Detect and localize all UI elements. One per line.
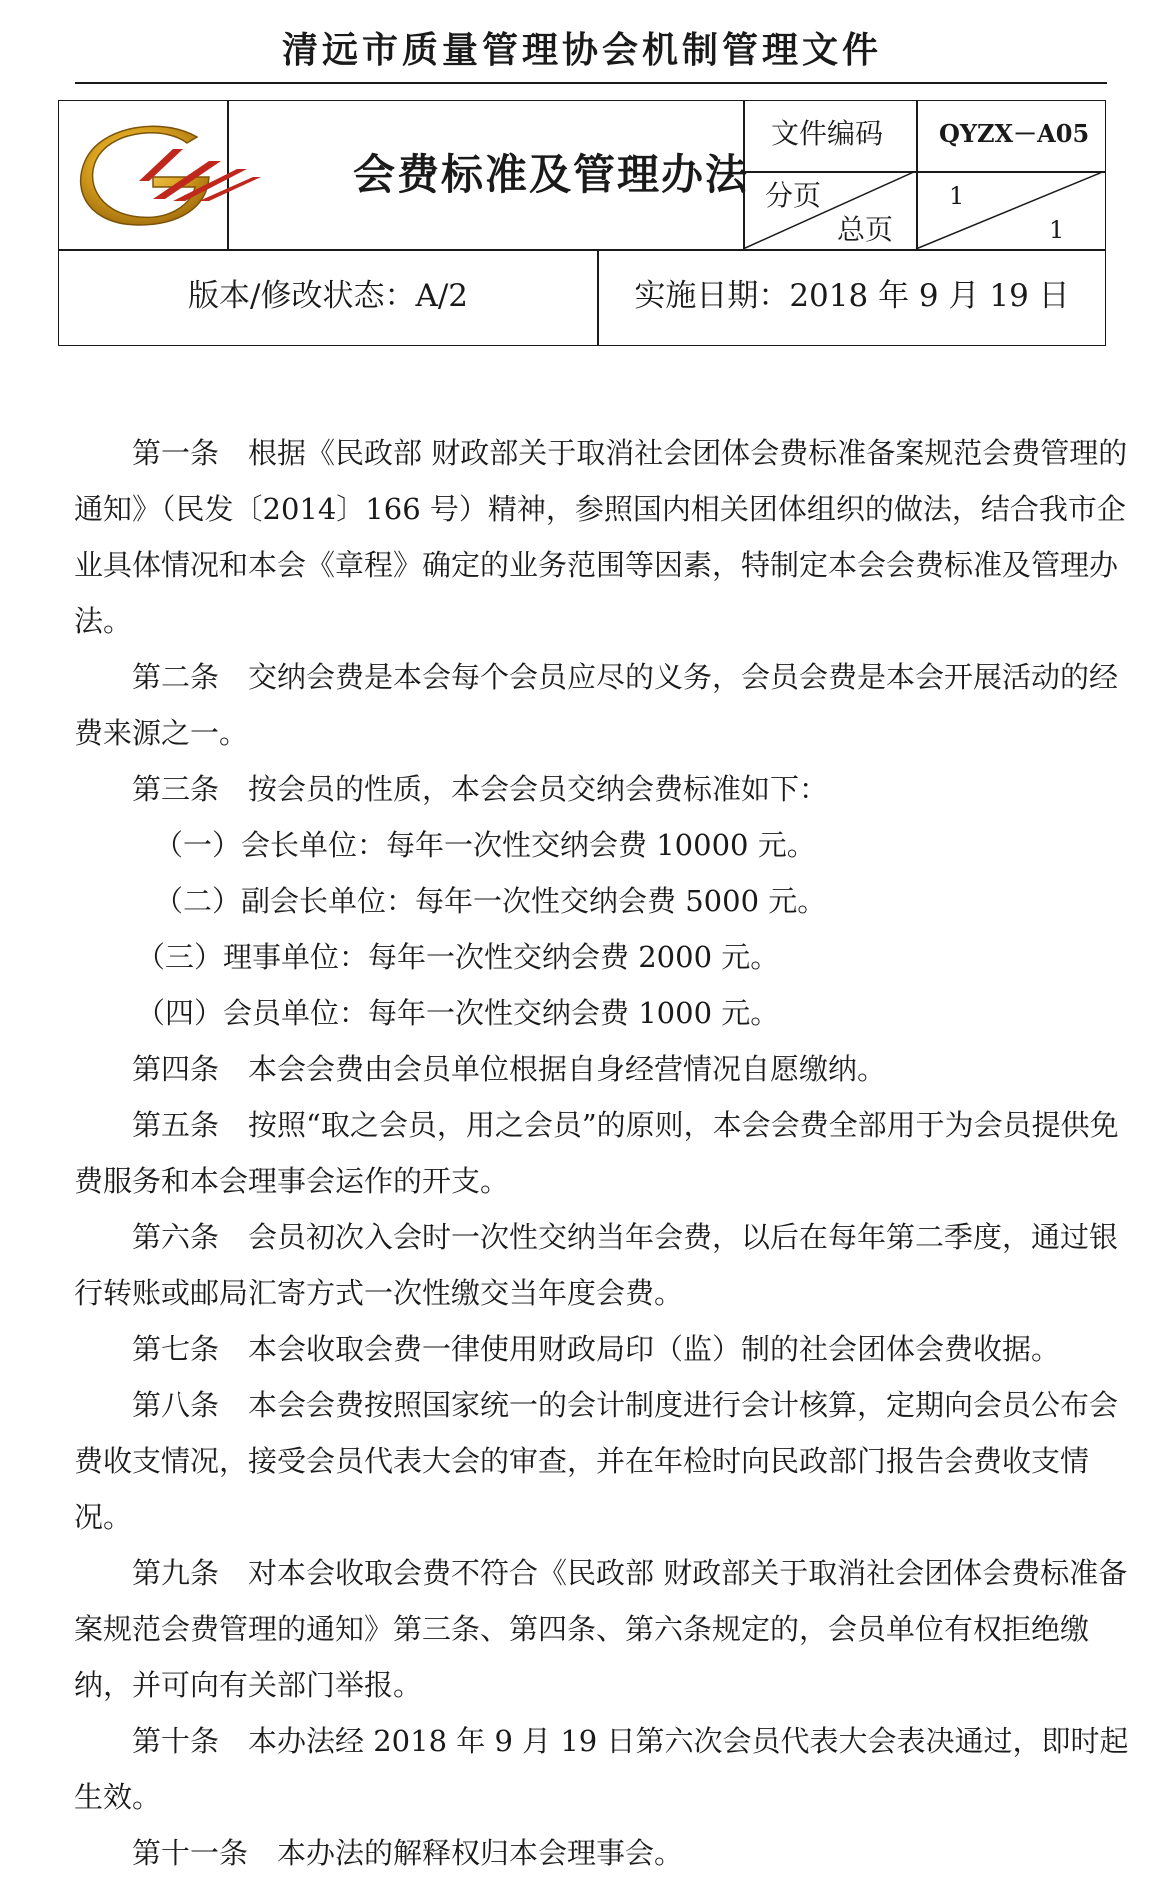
article-5: 第五条 按照“取之会员，用之会员”的原则，本会会费全部用于为会员提供免费服务和本会理事会运作的开支。 [74,1108,1119,1198]
effective-date: 实施日期：2018 年 9 月 19 日 [634,278,1070,314]
file-code-label: 文件编码 [771,117,884,150]
article-7: 第七条 本会收取会费一律使用财政局印（监）制的社会团体会费收据。 [132,1332,1061,1366]
article-1: 第一条 根据《民政部 财政部关于取消社会团体会费标准备案规范会费管理的通知》（民发〔2014〕166 号）精神，参照国内相关团体组织的做法，结合我市企业具体情况和本会《章程》确定的业务范围等因素，特制定本会会费标准及管理办法。 [74,436,1128,638]
document-body [74,425,1136,1881]
article-8: 第八条 本会会费按照国家统一的会计制度进行会计核算，定期向会员公布会费收支情况，接受会员代表大会的审查，并在年检时向民政部门报告会费收支情况。 [74,1388,1119,1534]
article-11: 第十一条 本办法的解释权归本会理事会。 [132,1836,684,1870]
article-3: 第三条 按会员的性质，本会会员交纳会费标准如下： [132,772,829,806]
divider [59,249,1105,251]
header-rule [75,82,1107,84]
document-info-table [58,100,1106,346]
fee-item-2: （二）副会长单位：每年一次性交纳会费 5000 元。 [154,884,827,918]
fee-item-3: （三）理事单位：每年一次性交纳会费 2000 元。 [136,940,780,974]
article-4: 第四条 本会会费由会员单位根据自身经营情况自愿缴纳。 [132,1052,887,1086]
page-value: 1 [949,182,965,210]
total-pages-label: 总页 [837,213,894,246]
version-status: 版本/修改状态：A/2 [188,278,468,314]
file-code-value: QYZX－A05 [939,119,1090,148]
article-10: 第十条 本办法经 2018 年 9 月 19 日第六次会员代表大会表决通过，即时起生效。 [74,1724,1129,1814]
article-6: 第六条 会员初次入会时一次性交纳当年会费，以后在每年第二季度，通过银行转账或邮局汇寄方式一次性缴交当年度会费。 [74,1220,1119,1310]
fee-item-1: （一）会长单位：每年一次性交纳会费 10000 元。 [154,828,816,862]
article-9: 第九条 对本会收取会费不符合《民政部 财政部关于取消社会团体会费标准备案规范会费管理的通知》第三条、第四条、第六条规定的，会员单位有权拒绝缴纳，并可向有关部门举报。 [74,1556,1128,1702]
org-title: 清远市质量管理协会机制管理文件 [281,29,882,71]
document-title: 会费标准及管理办法 [352,150,749,199]
article-2: 第二条 交纳会费是本会每个会员应尽的义务，会员会费是本会开展活动的经费来源之一。 [74,660,1119,750]
total-pages-value: 1 [1049,216,1065,244]
association-logo-icon [69,121,269,226]
page-label: 分页 [765,179,822,212]
fee-item-4: （四）会员单位：每年一次性交纳会费 1000 元。 [136,996,780,1030]
